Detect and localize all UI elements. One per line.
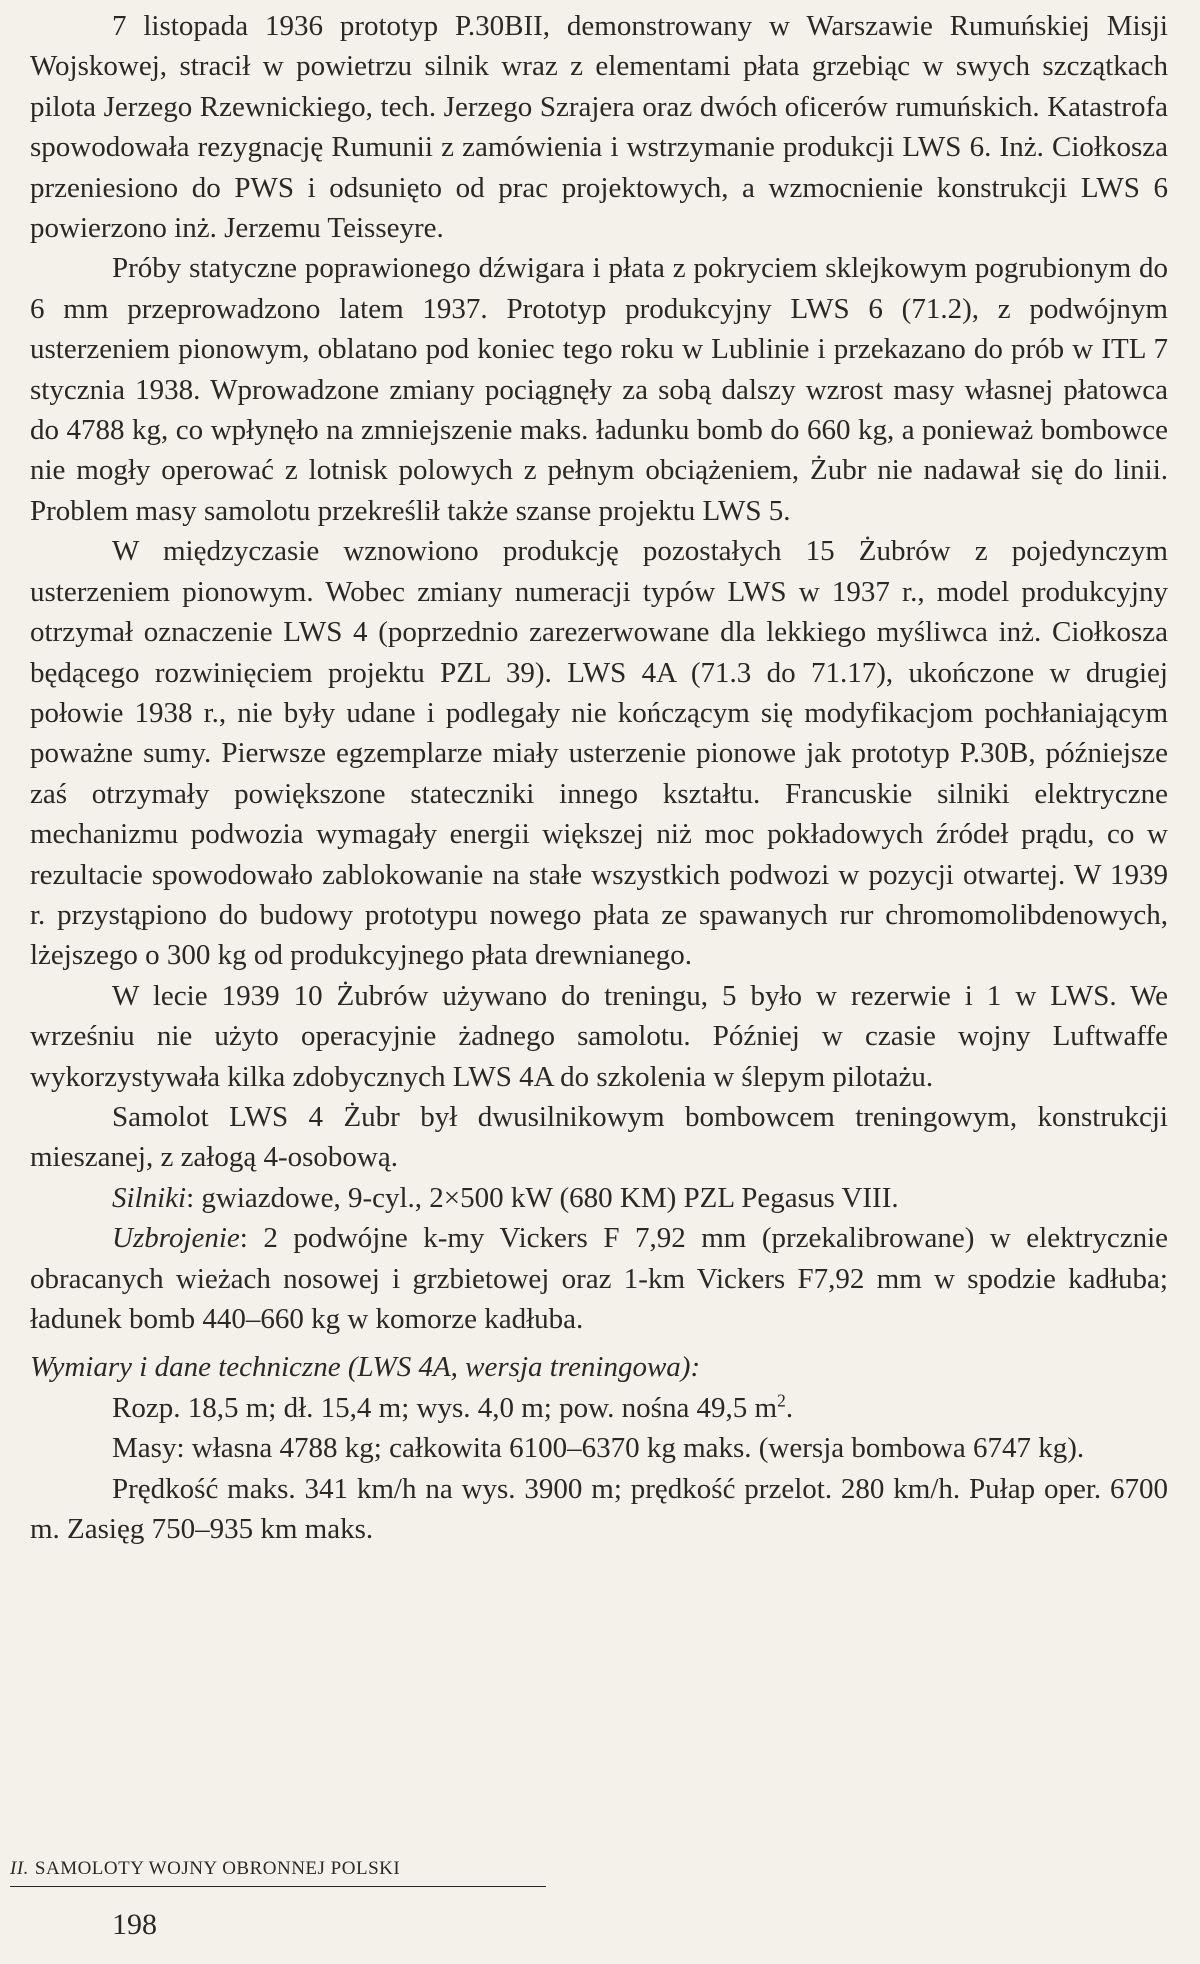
armament-text: : 2 podwójne k-my Vickers F 7,92 mm (przekalibrowane) w elektrycznie obracanych wieżach nosowej i grzbietowej oraz 1-km Vickers F7,92 mm w spodzie kadłuba; ładunek bomb 440–660 kg w komorze kadłuba. [30,1222,1168,1335]
engines-label: Silniki [112,1181,187,1214]
page-number: 198 [112,1908,157,1941]
paragraph-service-1939: W lecie 1939 10 Żubrów używano do treningu, 5 było w rezerwie i 1 w LWS. We wrześniu nie użyto operacyjnie żadnego samolotu. Później w czasie wojny Luftwaffe wykorzystywała kilka zdobycznych LWS 4A do szkolenia w ślepym pilotażu. [30,979,1168,1093]
dimensions-text: Rozp. 18,5 m; dł. 15,4 m; wys. 4,0 m; pow. nośna 49,5 m [112,1391,778,1424]
paragraph-prototype-crash: 7 listopada 1936 prototyp P.30BII, demonstrowany w Warszawie Rumuńskiej Misji Wojskowej, stracił w powietrzu silnik wraz z elementami płata grzebiąc w swych szczątkach pilota Jerzego Rzewnickiego, tech. Jerzego Szrajera oraz dwóch oficerów rumuńskich. Katastrofa spowodowała rezygnację Rumunii z zamówienia i wstrzymanie produkcji LWS 6. Inż. Ciołkosza przeniesiono do PWS i odsunięto od prac projektowych, a wzmocnienie konstrukcji LWS 6 powierzono inż. Jerzemu Teisseyre. [30,10,1168,245]
armament-label: Uzbrojenie [112,1222,240,1255]
specs-performance: Prędkość maks. 341 km/h na wys. 3900 m; prędkość przelot. 280 km/h. Pułap oper. 6700 m. Zasięg 750–935 km maks. [30,1472,1168,1546]
paragraph-production-resumed: W międzyczasie wznowiono produkcję pozostałych 15 Żubrów z pojedynczym usterzeniem pionowym. Wobec zmiany numeracji typów LWS w 1937 r., model produkcyjny otrzymał oznaczenie LWS 4 (poprzednio zarezerwowane dla lekkiego myśliwca inż. Ciołkosza będącego rozwinięciem projektu PZL 39). LWS 4A (71.3 do 71.17), ukończone w drugiej połowie 1938 r., nie były udane i podlegały nie kończącym się modyfikacjom pochłaniającym poważne sumy. Pierwsze egzemplarze miały usterzenie pionowe jak prototyp P.30B, późniejsze zaś otrzymały powiększone stateczniki innego kształtu. Francuskie silniki elektryczne mechanizmu podwozia wymagały energii większej niż moc pokładowych źródeł prądu, co w rezultacie spowodowało zablokowanie na stałe wszystkich podwozi w pozycji otwartej. W 1939 r. przystąpiono do budowy prototypu nowego płata ze spawanych rur chromomolibdenowych, lżejszego o 300 kg od produkcyjnego płata drewnianego. [30,535,1168,972]
paragraph-static-tests: Próby statyczne poprawionego dźwigara i płata z pokryciem sklejkowym pogrubionym do 6 mm przeprowadzono latem 1937. Prototyp produkcyjny LWS 6 (71.2), z podwójnym usterzeniem pionowym, oblatano pod koniec tego roku w Lublinie i przekazano do prób w ITL 7 stycznia 1938. Wprowadzone zmiany pociągnęły za sobą dalszy wzrost masy własnej płatowca do 4788 kg, co wpłynęło na zmniejszenie maks. ładunku bomb do 660 kg, a ponieważ bombowce nie mogły operować z lotnisk polowych z pełnym obciążeniem, Żubr nie nadawał się do linii. Problem masy samolotu przekreślił także szanse projektu LWS 5. [30,252,1168,527]
body-text [30,6,1168,1549]
specs-heading: Wymiary i dane techniczne (LWS 4A, wersja treningowa): [30,1351,701,1384]
running-footer [10,1858,400,1880]
engines-text: : gwiazdowe, 9-cyl., 2×500 kW (680 KM) PZL Pegasus VIII. [186,1181,899,1214]
dimensions-end: . [785,1391,794,1424]
section-number: II. [10,1858,29,1879]
dimensions-superscript: 2 [777,1390,786,1411]
specs-dimensions [30,1388,1168,1428]
footer-divider [10,1886,546,1887]
armament-line [30,1218,1168,1339]
section-title: SAMOLOTY WOJNY OBRONNEJ POLSKI [34,1858,401,1879]
paragraph-aircraft-summary: Samolot LWS 4 Żubr był dwusilnikowym bombowcem treningowym, konstrukcji mieszanej, z załogą 4-osobową. [30,1100,1168,1174]
engines-line [30,1178,1168,1218]
specs-masses: Masy: własna 4788 kg; całkowita 6100–6370 kg maks. (wersja bombowa 6747 kg). [112,1432,1085,1465]
